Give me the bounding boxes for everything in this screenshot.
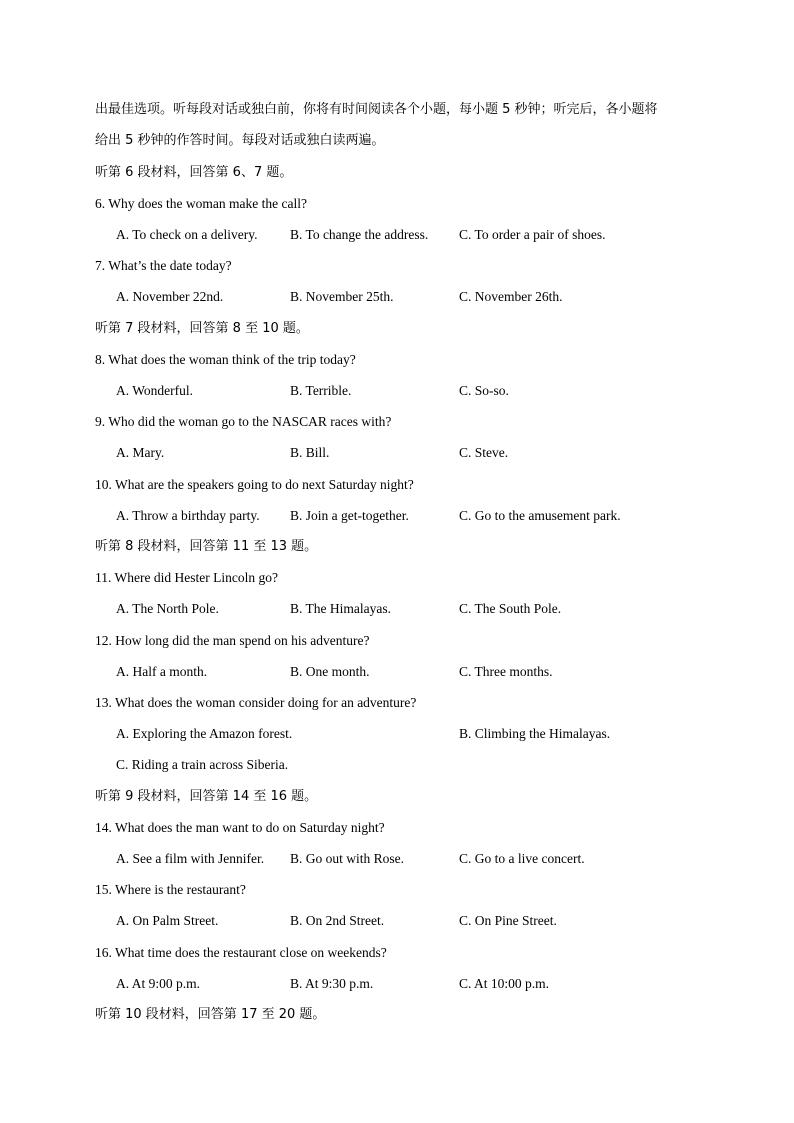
section-heading-8: 听第 8 段材料，回答第 11 至 13 题。 — [95, 539, 318, 554]
question-14: 14. What does the man want to do on Saturday night? — [95, 820, 385, 835]
question-12: 12. How long did the man spend on his adventure? — [95, 633, 370, 648]
question-7-option-c: C. November 26th. — [459, 289, 563, 304]
question-9-option-b: B. Bill. — [290, 445, 330, 460]
question-6-option-a: A. To check on a delivery. — [116, 227, 258, 242]
question-11-option-c: C. The South Pole. — [459, 601, 562, 616]
question-6-option-b: B. To change the address. — [290, 227, 429, 242]
question-13-option-a: A. Exploring the Amazon forest. — [116, 726, 293, 741]
section-heading-7: 听第 7 段材料，回答第 8 至 10 题。 — [95, 321, 309, 336]
question-7-option-a: A. November 22nd. — [116, 289, 224, 304]
question-9: 9. Who did the woman go to the NASCAR races with? — [95, 414, 392, 429]
question-10-option-a: A. Throw a birthday party. — [116, 508, 260, 523]
question-15-option-a: A. On Palm Street. — [116, 913, 219, 928]
question-12-option-b: B. One month. — [290, 664, 370, 679]
section-heading-10: 听第 10 段材料，回答第 17 至 20 题。 — [95, 1007, 326, 1022]
question-16-option-b: B. At 9:30 p.m. — [290, 976, 374, 991]
question-8-option-b: B. Terrible. — [290, 383, 352, 398]
question-16-option-c: C. At 10:00 p.m. — [459, 976, 550, 991]
question-11: 11. Where did Hester Lincoln go? — [95, 570, 278, 585]
question-12-option-c: C. Three months. — [459, 664, 553, 679]
question-14-option-b: B. Go out with Rose. — [290, 851, 405, 866]
question-13-option-b: B. Climbing the Himalayas. — [459, 726, 611, 741]
question-7-option-b: B. November 25th. — [290, 289, 394, 304]
question-10-option-b: B. Join a get-together. — [290, 508, 409, 523]
question-7: 7. What’s the date today? — [95, 258, 232, 273]
question-16-option-a: A. At 9:00 p.m. — [116, 976, 201, 991]
question-15-option-b: B. On 2nd Street. — [290, 913, 385, 928]
question-16: 16. What time does the restaurant close on weekends? — [95, 945, 387, 960]
question-14-option-a: A. See a film with Jennifer. — [116, 851, 265, 866]
intro-line-2: 给出 5 秒钟的作答时间。每段对话或独白读两遍。 — [95, 133, 385, 148]
question-8-option-a: A. Wonderful. — [116, 383, 194, 398]
question-6: 6. Why does the woman make the call? — [95, 196, 307, 211]
question-11-option-a: A. The North Pole. — [116, 601, 219, 616]
question-13-option-c: C. Riding a train across Siberia. — [116, 757, 289, 772]
question-8: 8. What does the woman think of the trip today? — [95, 352, 356, 367]
question-13: 13. What does the woman consider doing for an adventure? — [95, 695, 417, 710]
intro-line-1: 出最佳选项。听每段对话或独白前，你将有时间阅读各个小题，每小题 5 秒钟；听完后，各小题将 — [95, 102, 658, 117]
section-heading-9: 听第 9 段材料，回答第 14 至 16 题。 — [95, 789, 318, 804]
question-14-option-c: C. Go to a live concert. — [459, 851, 585, 866]
question-9-option-c: C. Steve. — [459, 445, 509, 460]
question-10-option-c: C. Go to the amusement park. — [459, 508, 621, 523]
question-6-option-c: C. To order a pair of shoes. — [459, 227, 606, 242]
question-8-option-c: C. So-so. — [459, 383, 509, 398]
question-12-option-a: A. Half a month. — [116, 664, 208, 679]
question-10: 10. What are the speakers going to do next Saturday night? — [95, 477, 414, 492]
section-heading-6: 听第 6 段材料，回答第 6、7 题。 — [95, 165, 293, 180]
question-15-option-c: C. On Pine Street. — [459, 913, 557, 928]
question-9-option-a: A. Mary. — [116, 445, 165, 460]
question-11-option-b: B. The Himalayas. — [290, 601, 391, 616]
question-15: 15. Where is the restaurant? — [95, 882, 246, 897]
